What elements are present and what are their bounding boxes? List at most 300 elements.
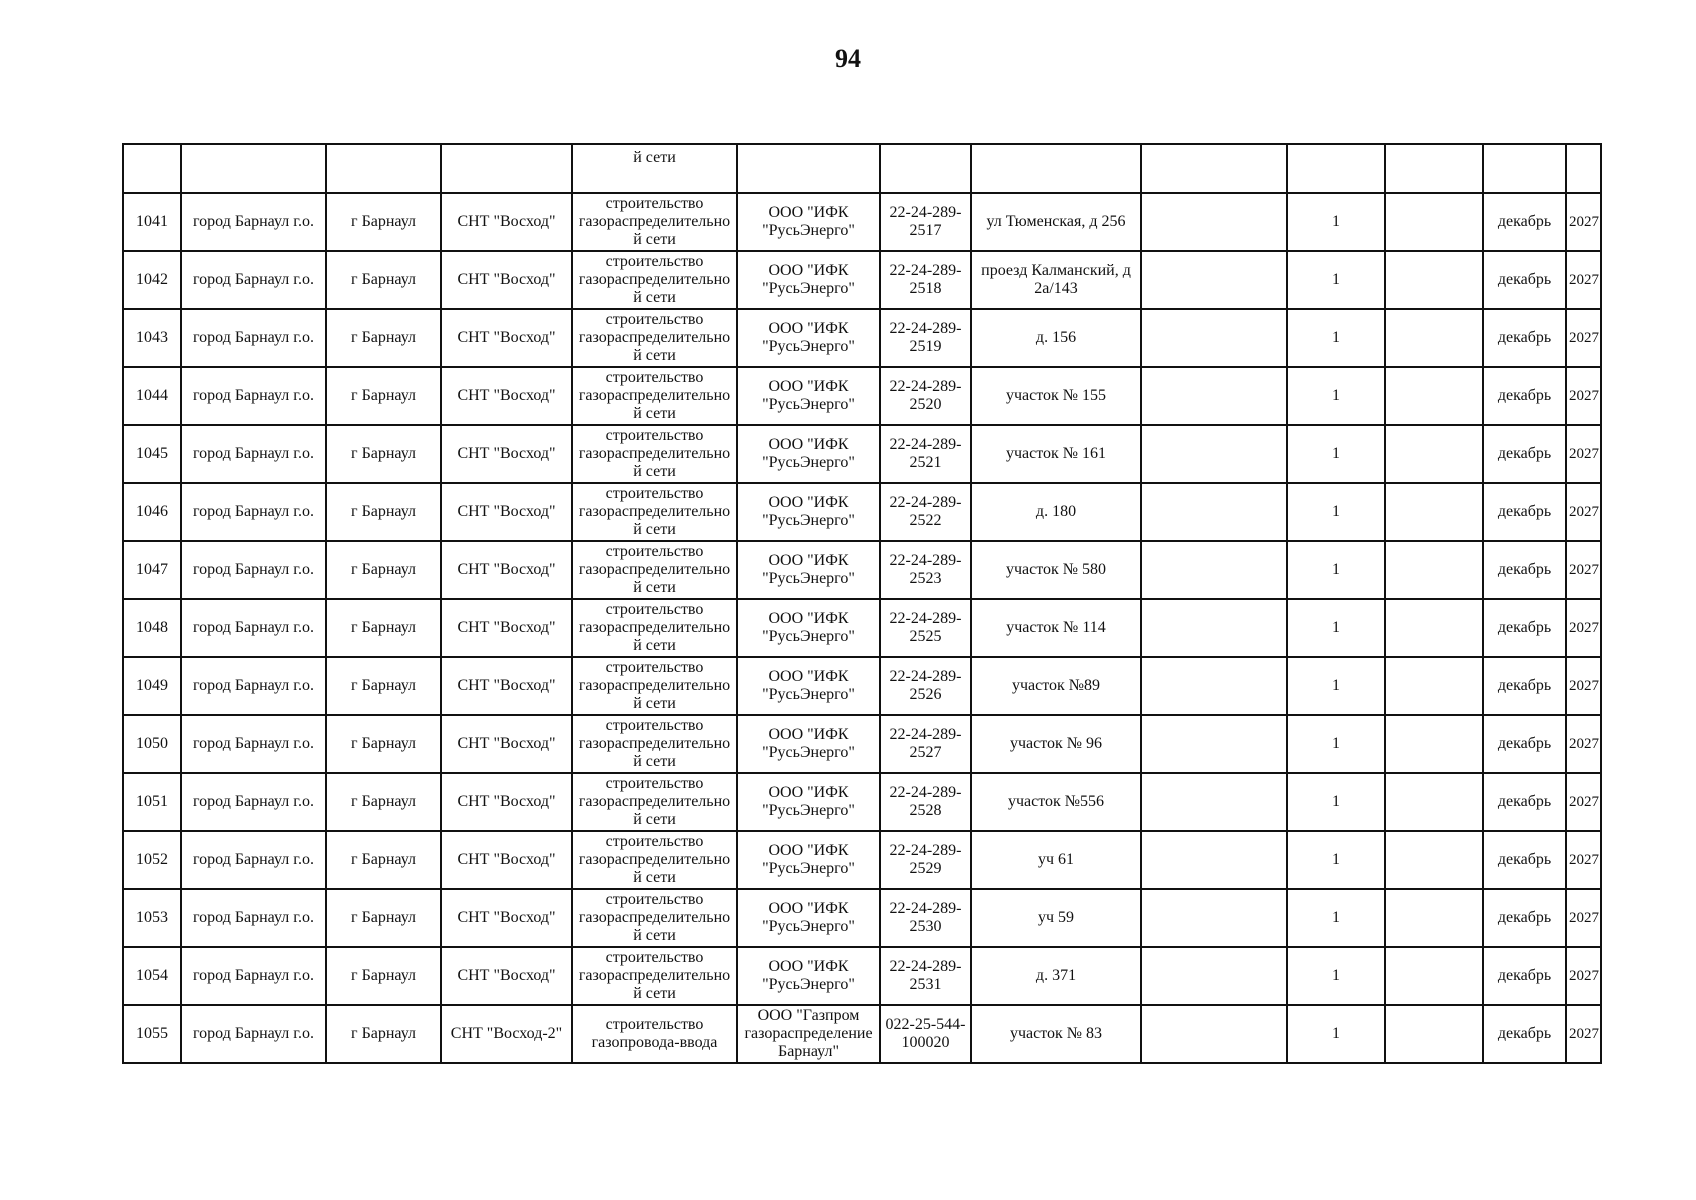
district-cell: город Барнаул г.о. bbox=[181, 367, 326, 425]
code-cell bbox=[880, 657, 971, 715]
organization-cell-line: "РусьЭнерго" bbox=[762, 570, 855, 587]
settlement-cell: СНТ "Восход" bbox=[441, 367, 572, 425]
city-cell: г Барнаул bbox=[326, 947, 441, 1005]
address-cell-line: д. 156 bbox=[1035, 329, 1077, 346]
code-cell bbox=[880, 831, 971, 889]
organization-cell-line: ООО "ИФК bbox=[768, 784, 849, 801]
settlement-cell: СНТ "Восход" bbox=[441, 831, 572, 889]
organization-cell-line: "РусьЭнерго" bbox=[762, 686, 855, 703]
work-cell-line: строительство bbox=[605, 485, 704, 502]
city-cell: г Барнаул bbox=[326, 483, 441, 541]
district-cell: город Барнаул г.о. bbox=[181, 599, 326, 657]
month-cell: декабрь bbox=[1483, 773, 1566, 831]
work-cell-line: газораспределительно bbox=[578, 967, 731, 984]
row-number: 1054 bbox=[123, 947, 181, 1005]
organization-cell bbox=[737, 947, 880, 1005]
district-cell: город Барнаул г.о. bbox=[181, 541, 326, 599]
month-cell: декабрь bbox=[1483, 657, 1566, 715]
table-row bbox=[123, 193, 1601, 251]
empty-cell bbox=[1385, 657, 1483, 715]
table-row bbox=[123, 715, 1601, 773]
settlement-cell: СНТ "Восход" bbox=[441, 541, 572, 599]
address-cell-line: участок №89 bbox=[1011, 677, 1101, 694]
settlement-cell: СНТ "Восход" bbox=[441, 251, 572, 309]
organization-cell-line: ООО "ИФК bbox=[768, 494, 849, 511]
empty-cell bbox=[1141, 541, 1287, 599]
empty-cell bbox=[1141, 657, 1287, 715]
organization-cell bbox=[737, 715, 880, 773]
row-number: 1042 bbox=[123, 251, 181, 309]
work-cell-line: строительство bbox=[605, 1016, 704, 1033]
code-cell bbox=[880, 309, 971, 367]
organization-cell-line: "РусьЭнерго" bbox=[762, 976, 855, 993]
carry-over-row bbox=[123, 144, 1601, 193]
organization-cell-line: "РусьЭнерго" bbox=[762, 338, 855, 355]
district-cell: город Барнаул г.о. bbox=[181, 251, 326, 309]
organization-cell-line: ООО "ИФК bbox=[768, 726, 849, 743]
city-cell: г Барнаул bbox=[326, 1005, 441, 1063]
work-cell-line: й сети bbox=[633, 521, 676, 538]
count-cell: 1 bbox=[1287, 309, 1385, 367]
city-cell: г Барнаул bbox=[326, 309, 441, 367]
address-cell-line: д. 371 bbox=[1035, 967, 1077, 984]
work-cell bbox=[572, 251, 737, 309]
empty-cell bbox=[1141, 1005, 1287, 1063]
count-cell: 1 bbox=[1287, 889, 1385, 947]
work-cell-line: газораспределительно bbox=[578, 271, 731, 288]
address-cell bbox=[971, 889, 1141, 947]
organization-cell-line: "РусьЭнерго" bbox=[762, 860, 855, 877]
code-cell-line: 2520 bbox=[909, 396, 942, 413]
table-row bbox=[123, 1005, 1601, 1063]
code-cell-line: 22-24-289- bbox=[889, 320, 962, 337]
city-cell: г Барнаул bbox=[326, 599, 441, 657]
empty-cell bbox=[1141, 309, 1287, 367]
code-cell-line: 22-24-289- bbox=[889, 436, 962, 453]
organization-cell-line: "РусьЭнерго" bbox=[762, 222, 855, 239]
settlement-cell: СНТ "Восход" bbox=[441, 657, 572, 715]
year-cell: 2027 bbox=[1566, 309, 1601, 367]
work-cell-line: газораспределительно bbox=[578, 213, 731, 230]
code-cell-line: 2517 bbox=[909, 222, 942, 239]
district-cell: город Барнаул г.о. bbox=[181, 193, 326, 251]
address-cell bbox=[971, 831, 1141, 889]
month-cell: декабрь bbox=[1483, 889, 1566, 947]
work-cell bbox=[572, 367, 737, 425]
work-cell-line: й сети bbox=[633, 637, 676, 654]
settlement-cell: СНТ "Восход" bbox=[441, 599, 572, 657]
settlement-cell: СНТ "Восход" bbox=[441, 309, 572, 367]
code-cell-line: 22-24-289- bbox=[889, 668, 962, 685]
year-cell: 2027 bbox=[1566, 773, 1601, 831]
code-cell-line: 22-24-289- bbox=[889, 204, 962, 221]
district-cell: город Барнаул г.о. bbox=[181, 425, 326, 483]
settlement-cell: СНТ "Восход" bbox=[441, 715, 572, 773]
table-row bbox=[123, 657, 1601, 715]
table-row bbox=[123, 309, 1601, 367]
work-cell-line: строительство bbox=[605, 369, 704, 386]
work-cell-line: й сети bbox=[633, 695, 676, 712]
work-cell-line: газораспределительно bbox=[578, 561, 731, 578]
district-cell: город Барнаул г.о. bbox=[181, 309, 326, 367]
work-cell-line: газораспределительно bbox=[578, 503, 731, 520]
address-cell bbox=[971, 483, 1141, 541]
organization-cell-line: ООО "ИФК bbox=[768, 378, 849, 395]
city-cell: г Барнаул bbox=[326, 425, 441, 483]
empty-cell bbox=[1385, 889, 1483, 947]
code-cell-line: 2529 bbox=[909, 860, 942, 877]
code-cell-line: 22-24-289- bbox=[889, 378, 962, 395]
row-number: 1047 bbox=[123, 541, 181, 599]
organization-cell bbox=[737, 541, 880, 599]
work-cell-line: строительство bbox=[605, 949, 704, 966]
work-cell-line: строительство bbox=[605, 543, 704, 560]
empty-cell bbox=[1385, 309, 1483, 367]
month-cell: декабрь bbox=[1483, 599, 1566, 657]
empty-cell bbox=[1141, 947, 1287, 1005]
work-cell-line: строительство bbox=[605, 717, 704, 734]
work-cell-line: строительство bbox=[605, 601, 704, 618]
code-cell bbox=[880, 773, 971, 831]
code-cell bbox=[880, 541, 971, 599]
code-cell bbox=[880, 251, 971, 309]
settlement-cell: СНТ "Восход" bbox=[441, 947, 572, 1005]
organization-cell bbox=[737, 1005, 880, 1063]
work-cell-line: й сети bbox=[633, 985, 676, 1002]
work-cell-line: строительство bbox=[605, 891, 704, 908]
empty-cell bbox=[1385, 715, 1483, 773]
year-cell: 2027 bbox=[1566, 831, 1601, 889]
address-cell bbox=[971, 425, 1141, 483]
year-cell: 2027 bbox=[1566, 541, 1601, 599]
carry-over-work: й сети bbox=[572, 144, 737, 193]
district-cell: город Барнаул г.о. bbox=[181, 715, 326, 773]
count-cell: 1 bbox=[1287, 1005, 1385, 1063]
row-number: 1045 bbox=[123, 425, 181, 483]
work-cell bbox=[572, 715, 737, 773]
work-cell-line: строительство bbox=[605, 833, 704, 850]
work-cell-line: й сети bbox=[633, 811, 676, 828]
row-number: 1055 bbox=[123, 1005, 181, 1063]
empty-cell bbox=[1141, 773, 1287, 831]
organization-cell-line: ООО "ИФК bbox=[768, 204, 849, 221]
table-row bbox=[123, 599, 1601, 657]
work-cell-line: газораспределительно bbox=[578, 735, 731, 752]
address-cell bbox=[971, 657, 1141, 715]
work-cell-line: й сети bbox=[633, 869, 676, 886]
code-cell-line: 2528 bbox=[909, 802, 942, 819]
organization-cell-line: "РусьЭнерго" bbox=[762, 744, 855, 761]
settlement-cell: СНТ "Восход-2" bbox=[441, 1005, 572, 1063]
organization-cell bbox=[737, 889, 880, 947]
code-cell bbox=[880, 483, 971, 541]
month-cell: декабрь bbox=[1483, 947, 1566, 1005]
organization-cell-line: "РусьЭнерго" bbox=[762, 802, 855, 819]
count-cell: 1 bbox=[1287, 715, 1385, 773]
city-cell: г Барнаул bbox=[326, 657, 441, 715]
address-cell-line: участок № 580 bbox=[1005, 561, 1107, 578]
code-cell bbox=[880, 599, 971, 657]
code-cell-line: 22-24-289- bbox=[889, 610, 962, 627]
count-cell: 1 bbox=[1287, 541, 1385, 599]
work-cell-line: строительство bbox=[605, 775, 704, 792]
work-cell-line: строительство bbox=[605, 427, 704, 444]
year-cell: 2027 bbox=[1566, 251, 1601, 309]
empty-cell bbox=[1385, 947, 1483, 1005]
code-cell bbox=[880, 889, 971, 947]
work-cell bbox=[572, 309, 737, 367]
empty-cell bbox=[1385, 425, 1483, 483]
empty-cell bbox=[1141, 715, 1287, 773]
count-cell: 1 bbox=[1287, 599, 1385, 657]
data-table bbox=[122, 143, 1602, 1064]
city-cell: г Барнаул bbox=[326, 715, 441, 773]
organization-cell-line: "РусьЭнерго" bbox=[762, 628, 855, 645]
work-cell-line: газораспределительно bbox=[578, 851, 731, 868]
organization-cell-line: "РусьЭнерго" bbox=[762, 396, 855, 413]
code-cell-line: 100020 bbox=[901, 1034, 950, 1051]
address-cell-line: участок № 96 bbox=[1009, 735, 1103, 752]
organization-cell-line: газораспределение bbox=[744, 1025, 873, 1042]
table-row bbox=[123, 773, 1601, 831]
year-cell: 2027 bbox=[1566, 715, 1601, 773]
work-cell-line: й сети bbox=[633, 405, 676, 422]
code-cell bbox=[880, 367, 971, 425]
organization-cell-line: "РусьЭнерго" bbox=[762, 918, 855, 935]
code-cell-line: 022-25-544- bbox=[885, 1016, 966, 1033]
empty-cell bbox=[1141, 889, 1287, 947]
month-cell: декабрь bbox=[1483, 831, 1566, 889]
address-cell bbox=[971, 541, 1141, 599]
code-cell-line: 22-24-289- bbox=[889, 552, 962, 569]
work-cell-line: газораспределительно bbox=[578, 387, 731, 404]
month-cell: декабрь bbox=[1483, 251, 1566, 309]
city-cell: г Барнаул bbox=[326, 251, 441, 309]
count-cell: 1 bbox=[1287, 657, 1385, 715]
table-row bbox=[123, 889, 1601, 947]
city-cell: г Барнаул bbox=[326, 193, 441, 251]
year-cell: 2027 bbox=[1566, 889, 1601, 947]
month-cell: декабрь bbox=[1483, 541, 1566, 599]
district-cell: город Барнаул г.о. bbox=[181, 889, 326, 947]
organization-cell bbox=[737, 831, 880, 889]
work-cell-line: газораспределительно bbox=[578, 619, 731, 636]
address-cell-line: участок № 161 bbox=[1005, 445, 1107, 462]
code-cell-line: 22-24-289- bbox=[889, 784, 962, 801]
address-cell bbox=[971, 309, 1141, 367]
work-cell-line: строительство bbox=[605, 311, 704, 328]
district-cell: город Барнаул г.о. bbox=[181, 1005, 326, 1063]
row-number: 1053 bbox=[123, 889, 181, 947]
count-cell: 1 bbox=[1287, 483, 1385, 541]
work-cell bbox=[572, 483, 737, 541]
work-cell-line: строительство bbox=[605, 195, 704, 212]
year-cell: 2027 bbox=[1566, 599, 1601, 657]
row-number: 1049 bbox=[123, 657, 181, 715]
count-cell: 1 bbox=[1287, 193, 1385, 251]
month-cell: декабрь bbox=[1483, 193, 1566, 251]
code-cell-line: 22-24-289- bbox=[889, 726, 962, 743]
address-cell-line: ул Тюменская, д 256 bbox=[986, 213, 1126, 230]
row-number: 1052 bbox=[123, 831, 181, 889]
organization-cell-line: ООО "ИФК bbox=[768, 958, 849, 975]
work-cell-line: газораспределительно bbox=[578, 677, 731, 694]
settlement-cell: СНТ "Восход" bbox=[441, 425, 572, 483]
organization-cell-line: ООО "ИФК bbox=[768, 842, 849, 859]
code-cell-line: 2525 bbox=[909, 628, 942, 645]
code-cell-line: 2521 bbox=[909, 454, 942, 471]
organization-cell bbox=[737, 251, 880, 309]
count-cell: 1 bbox=[1287, 425, 1385, 483]
city-cell: г Барнаул bbox=[326, 773, 441, 831]
address-cell-line: д. 180 bbox=[1035, 503, 1077, 520]
code-cell-line: 2522 bbox=[909, 512, 942, 529]
organization-cell bbox=[737, 193, 880, 251]
organization-cell bbox=[737, 425, 880, 483]
address-cell bbox=[971, 193, 1141, 251]
month-cell: декабрь bbox=[1483, 309, 1566, 367]
organization-cell bbox=[737, 367, 880, 425]
empty-cell bbox=[1385, 483, 1483, 541]
work-cell bbox=[572, 599, 737, 657]
organization-cell bbox=[737, 599, 880, 657]
district-cell: город Барнаул г.о. bbox=[181, 657, 326, 715]
address-cell bbox=[971, 251, 1141, 309]
year-cell: 2027 bbox=[1566, 1005, 1601, 1063]
settlement-cell: СНТ "Восход" bbox=[441, 193, 572, 251]
code-cell bbox=[880, 193, 971, 251]
address-cell bbox=[971, 367, 1141, 425]
address-cell bbox=[971, 599, 1141, 657]
count-cell: 1 bbox=[1287, 831, 1385, 889]
empty-cell bbox=[1385, 541, 1483, 599]
month-cell: декабрь bbox=[1483, 425, 1566, 483]
table-row bbox=[123, 831, 1601, 889]
organization-cell bbox=[737, 657, 880, 715]
count-cell: 1 bbox=[1287, 947, 1385, 1005]
organization-cell bbox=[737, 773, 880, 831]
count-cell: 1 bbox=[1287, 251, 1385, 309]
address-cell-line: проезд Калманский, д bbox=[981, 262, 1131, 279]
city-cell: г Барнаул bbox=[326, 889, 441, 947]
work-cell-line: строительство bbox=[605, 659, 704, 676]
work-cell-line: газопровода-ввода bbox=[591, 1034, 718, 1051]
row-number: 1043 bbox=[123, 309, 181, 367]
year-cell: 2027 bbox=[1566, 425, 1601, 483]
organization-cell-line: ООО "ИФК bbox=[768, 668, 849, 685]
code-cell-line: 22-24-289- bbox=[889, 494, 962, 511]
table-row bbox=[123, 425, 1601, 483]
year-cell: 2027 bbox=[1566, 193, 1601, 251]
work-cell-line: газораспределительно bbox=[578, 793, 731, 810]
empty-cell bbox=[1385, 251, 1483, 309]
district-cell: город Барнаул г.о. bbox=[181, 773, 326, 831]
work-cell-line: й сети bbox=[633, 231, 676, 248]
organization-cell-line: ООО "ИФК bbox=[768, 552, 849, 569]
city-cell: г Барнаул bbox=[326, 831, 441, 889]
work-cell bbox=[572, 541, 737, 599]
organization-cell-line: "РусьЭнерго" bbox=[762, 512, 855, 529]
code-cell-line: 22-24-289- bbox=[889, 262, 962, 279]
code-cell-line: 2518 bbox=[909, 280, 942, 297]
address-cell-line: участок № 114 bbox=[1006, 619, 1106, 636]
empty-cell bbox=[1385, 193, 1483, 251]
table-row bbox=[123, 367, 1601, 425]
organization-cell-line: ООО "ИФК bbox=[768, 320, 849, 337]
settlement-cell: СНТ "Восход" bbox=[441, 773, 572, 831]
work-cell-line: й сети bbox=[633, 463, 676, 480]
work-cell bbox=[572, 1005, 737, 1063]
organization-cell-line: Барнаул" bbox=[778, 1043, 839, 1060]
work-cell bbox=[572, 657, 737, 715]
row-number: 1048 bbox=[123, 599, 181, 657]
work-cell bbox=[572, 193, 737, 251]
empty-cell bbox=[1385, 599, 1483, 657]
empty-cell bbox=[1385, 831, 1483, 889]
city-cell: г Барнаул bbox=[326, 367, 441, 425]
month-cell: декабрь bbox=[1483, 483, 1566, 541]
settlement-cell: СНТ "Восход" bbox=[441, 889, 572, 947]
organization-cell bbox=[737, 483, 880, 541]
empty-cell bbox=[1141, 599, 1287, 657]
work-cell bbox=[572, 425, 737, 483]
year-cell: 2027 bbox=[1566, 657, 1601, 715]
code-cell bbox=[880, 715, 971, 773]
row-number: 1046 bbox=[123, 483, 181, 541]
code-cell-line: 22-24-289- bbox=[889, 958, 962, 975]
empty-cell bbox=[1141, 251, 1287, 309]
organization-cell bbox=[737, 309, 880, 367]
table-row bbox=[123, 541, 1601, 599]
organization-cell-line: ООО "Газпром bbox=[757, 1007, 860, 1024]
work-cell-line: й сети bbox=[633, 927, 676, 944]
row-number: 1050 bbox=[123, 715, 181, 773]
address-cell-line: 2а/143 bbox=[1034, 280, 1078, 297]
work-cell bbox=[572, 889, 737, 947]
work-cell bbox=[572, 773, 737, 831]
settlement-cell: СНТ "Восход" bbox=[441, 483, 572, 541]
empty-cell bbox=[1141, 425, 1287, 483]
month-cell: декабрь bbox=[1483, 367, 1566, 425]
empty-cell bbox=[1385, 773, 1483, 831]
organization-cell-line: "РусьЭнерго" bbox=[762, 454, 855, 471]
organization-cell-line: ООО "ИФК bbox=[768, 900, 849, 917]
organization-cell-line: ООО "ИФК bbox=[768, 610, 849, 627]
address-cell bbox=[971, 773, 1141, 831]
month-cell: декабрь bbox=[1483, 1005, 1566, 1063]
empty-cell bbox=[1141, 193, 1287, 251]
code-cell-line: 22-24-289- bbox=[889, 842, 962, 859]
empty-cell bbox=[1141, 367, 1287, 425]
table-row bbox=[123, 251, 1601, 309]
code-cell-line: 2531 bbox=[909, 976, 942, 993]
address-cell-line: участок № 155 bbox=[1005, 387, 1107, 404]
row-number: 1051 bbox=[123, 773, 181, 831]
code-cell bbox=[880, 425, 971, 483]
work-cell-line: й сети bbox=[633, 347, 676, 364]
code-cell-line: 22-24-289- bbox=[889, 900, 962, 917]
table-row bbox=[123, 947, 1601, 1005]
address-cell bbox=[971, 947, 1141, 1005]
year-cell: 2027 bbox=[1566, 483, 1601, 541]
district-cell: город Барнаул г.о. bbox=[181, 831, 326, 889]
month-cell: декабрь bbox=[1483, 715, 1566, 773]
work-cell bbox=[572, 831, 737, 889]
year-cell: 2027 bbox=[1566, 947, 1601, 1005]
work-cell-line: газораспределительно bbox=[578, 909, 731, 926]
row-number: 1041 bbox=[123, 193, 181, 251]
work-cell-line: й сети bbox=[633, 289, 676, 306]
